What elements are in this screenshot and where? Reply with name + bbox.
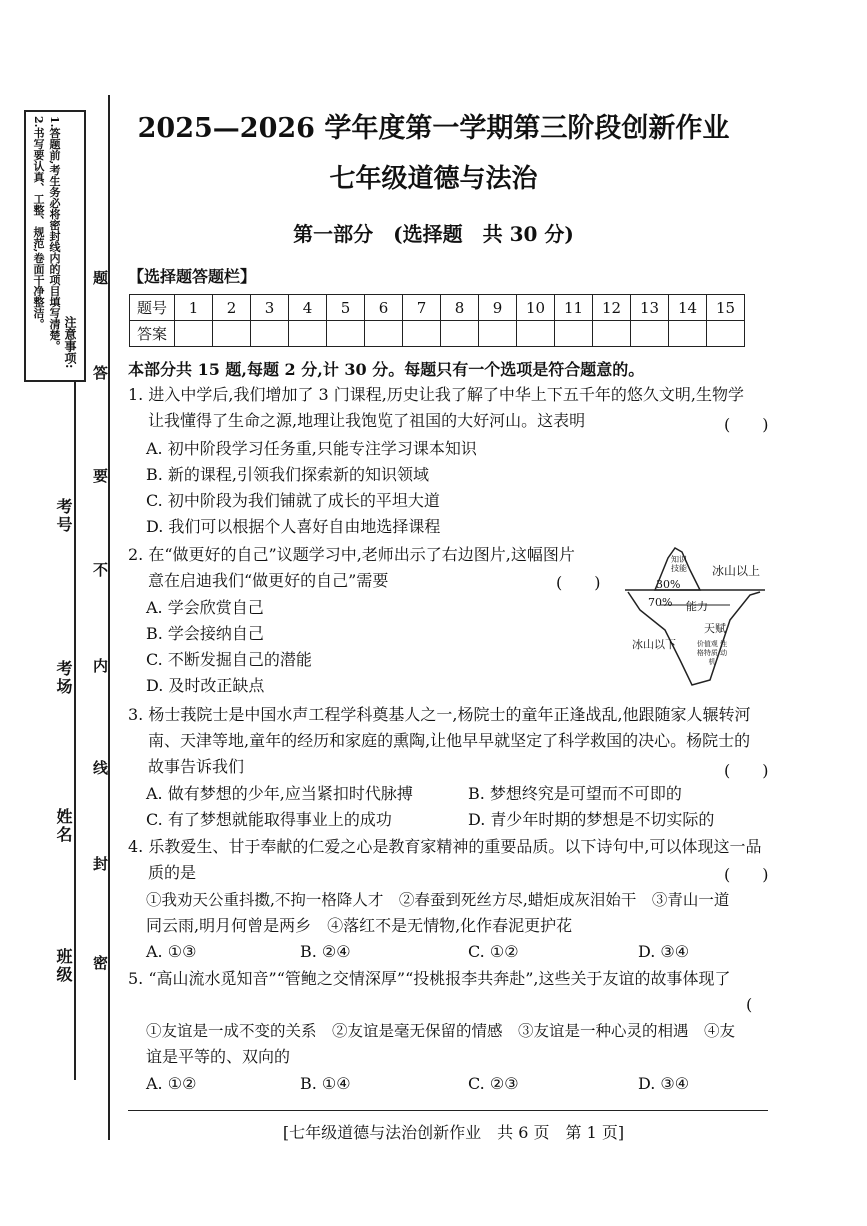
answer-box-label: 【选择题答题栏】 [128, 267, 257, 286]
q3-option-d: D. 青少年时期的梦想是不切实际的 [468, 810, 715, 829]
answer-cell[interactable] [365, 321, 403, 347]
answer-cell[interactable] [479, 321, 517, 347]
q5-option-c: C. ②③ [468, 1074, 519, 1093]
q2-option-c: C. 不断发掘自己的潜能 [146, 650, 312, 669]
q3-option-b: B. 梦想终究是可望而不可即的 [468, 784, 682, 803]
page-footer: [七年级道德与法治创新作业 共 6 页 第 1 页] [282, 1123, 625, 1142]
q3-option-c: C. 有了梦想就能取得事业上的成功 [146, 810, 392, 829]
question-number-label: 题号 [130, 295, 175, 321]
q4-option-b: B. ②④ [300, 942, 351, 961]
field-exam-room: 考场 [54, 660, 73, 696]
q1-option-c: C. 初中阶段为我们铺就了成长的平坦大道 [146, 491, 440, 510]
q5-statements-line2: 谊是平等的、双向的 [146, 1047, 291, 1066]
question-number: 12 [593, 295, 631, 321]
field-name: 姓名 [54, 808, 73, 844]
q1-stem-line2: 让我懂得了生命之源,地理让我饱览了祖国的大好河山。这表明 [148, 411, 586, 430]
q5-option-b: B. ①④ [300, 1074, 351, 1093]
answer-cell[interactable] [631, 321, 669, 347]
q4-option-a: A. ①③ [146, 942, 197, 961]
q3-answer-paren: ( ) [724, 761, 769, 780]
answer-cell[interactable] [517, 321, 555, 347]
q2-stem-line1: 2. 在“做更好的自己”议题学习中,老师出示了右边图片,这幅图片 [128, 545, 575, 564]
field-class: 班级 [54, 948, 73, 984]
iceberg-label-above: 冰山以上 [712, 564, 761, 578]
question-number: 11 [555, 295, 593, 321]
q1-stem-line1: 1. 进入中学后,我们增加了 3 门课程,历史让我了解了中华上下五千年的悠久文明,生物学 [128, 385, 744, 404]
q4-answer-paren: ( ) [724, 865, 769, 884]
q3-option-a: A. 做有梦想的少年,应当紧扣时代脉搏 [146, 784, 413, 803]
question-number: 3 [251, 295, 289, 321]
q4-statements-line1: ①我劝天公重抖擞,不拘一格降人才 ②春蚕到死丝方尽,蜡炬成灰泪始干 ③青山一道 [146, 891, 730, 909]
q2-stem-line2: 意在启迪我们“做更好的自己”需要 [148, 571, 389, 590]
question-number: 5 [327, 295, 365, 321]
iceberg-label-inner: 价值观 性格特质 动机 [696, 640, 728, 666]
answer-cell[interactable] [403, 321, 441, 347]
q1-option-d: D. 我们可以根据个人喜好自由地选择课程 [146, 517, 441, 536]
seal-char-1: 题 [91, 270, 109, 287]
seal-char-4: 不 [91, 562, 109, 579]
question-number: 6 [365, 295, 403, 321]
answer-cell[interactable] [707, 321, 745, 347]
seal-char-6: 线 [91, 760, 109, 777]
q4-statements-line2: 同云雨,明月何曾是两乡 ④落红不是无情物,化作春泥更护花 [146, 916, 573, 935]
answer-cell[interactable] [555, 321, 593, 347]
q4-stem-line2: 质的是 [148, 863, 197, 882]
seal-char-2: 答 [91, 365, 109, 382]
answer-cell[interactable] [593, 321, 631, 347]
q3-stem-line1: 3. 杨士莪院士是中国水声工程学科奠基人之一,杨院士的童年正逢战乱,他跟随家人辗转河 [128, 705, 751, 724]
question-number: 15 [707, 295, 745, 321]
answer-table [129, 294, 745, 347]
iceberg-label-70: 70% [648, 596, 673, 609]
q3-stem-line2: 南、天津等地,童年的经历和家庭的熏陶,让他早早就坚定了科学救国的决心。杨院士的 [148, 731, 751, 750]
q5-stem-line1: 5. “高山流水觅知音”“管鲍之交情深厚”“投桃报李共奔赴”,这些关于友谊的故事体现了 [128, 969, 731, 988]
q2-option-a: A. 学会欣赏自己 [146, 598, 264, 617]
q5-answer-paren: ( [746, 995, 753, 1014]
notice-line-2: 2.书写要认真、工整、规范,卷面干净整洁。 [32, 116, 45, 330]
answer-cell[interactable] [289, 321, 327, 347]
q2-option-d: D. 及时改正缺点 [146, 676, 265, 695]
question-number: 10 [517, 295, 555, 321]
question-number: 13 [631, 295, 669, 321]
notice-line-1: 1.答题前,考生务必将密封线内的项目填写清楚。 [48, 116, 61, 352]
iceberg-label-30: 30% [656, 578, 681, 591]
question-number: 14 [669, 295, 707, 321]
q5-option-a: A. ①② [146, 1074, 197, 1093]
iceberg-label-ability: 能力 [686, 600, 708, 613]
answer-cell[interactable] [175, 321, 213, 347]
q4-stem-line1: 4. 乐教爱生、甘于奉献的仁爱之心是教育家精神的重要品质。以下诗句中,可以体现这一品 [128, 837, 762, 856]
q3-stem-line3: 故事告诉我们 [148, 757, 245, 776]
q4-option-c: C. ①② [468, 942, 519, 961]
iceberg-label-below: 冰山以下 [632, 638, 676, 651]
instructions: 本部分共 15 题,每题 2 分,计 30 分。每题只有一个选项是符合题意的。 [128, 360, 645, 379]
answer-cell[interactable] [669, 321, 707, 347]
seal-line-inner [108, 95, 110, 1140]
footer-divider [128, 1110, 768, 1111]
iceberg-label-top: 知识 技能 [671, 555, 687, 573]
part-title: 第一部分 (选择题 共 30 分) [293, 222, 574, 246]
answer-cell[interactable] [327, 321, 365, 347]
seal-char-3: 要 [91, 468, 109, 485]
question-number: 2 [213, 295, 251, 321]
q1-option-b: B. 新的课程,引领我们探索新的知识领域 [146, 465, 430, 484]
exam-title: 2025—2026 学年度第一学期第三阶段创新作业 [137, 113, 730, 144]
question-number: 4 [289, 295, 327, 321]
q4-option-d: D. ③④ [638, 942, 690, 961]
q2-answer-paren: ( ) [556, 573, 601, 592]
question-number: 9 [479, 295, 517, 321]
q5-option-d: D. ③④ [638, 1074, 690, 1093]
answer-cell[interactable] [213, 321, 251, 347]
iceberg-label-talent: 天赋 [704, 622, 726, 635]
seal-char-7: 封 [91, 856, 109, 873]
answer-label: 答案 [130, 321, 175, 347]
q1-option-a: A. 初中阶段学习任务重,只能专注学习课本知识 [146, 439, 477, 458]
question-number: 8 [441, 295, 479, 321]
question-number: 1 [175, 295, 213, 321]
answer-cell[interactable] [251, 321, 289, 347]
seal-char-5: 内 [91, 658, 109, 675]
seal-char-8: 密 [91, 955, 109, 972]
question-number: 7 [403, 295, 441, 321]
field-exam-number: 考号 [54, 498, 73, 534]
notice-title: 注意事项: [63, 316, 77, 369]
subject-title: 七年级道德与法治 [329, 164, 538, 194]
q2-option-b: B. 学会接纳自己 [146, 624, 264, 643]
answer-cell[interactable] [441, 321, 479, 347]
q1-answer-paren: ( ) [724, 415, 769, 434]
q5-statements-line1: ①友谊是一成不变的关系 ②友谊是毫无保留的情感 ③友谊是一种心灵的相遇 ④友 [146, 1022, 736, 1040]
